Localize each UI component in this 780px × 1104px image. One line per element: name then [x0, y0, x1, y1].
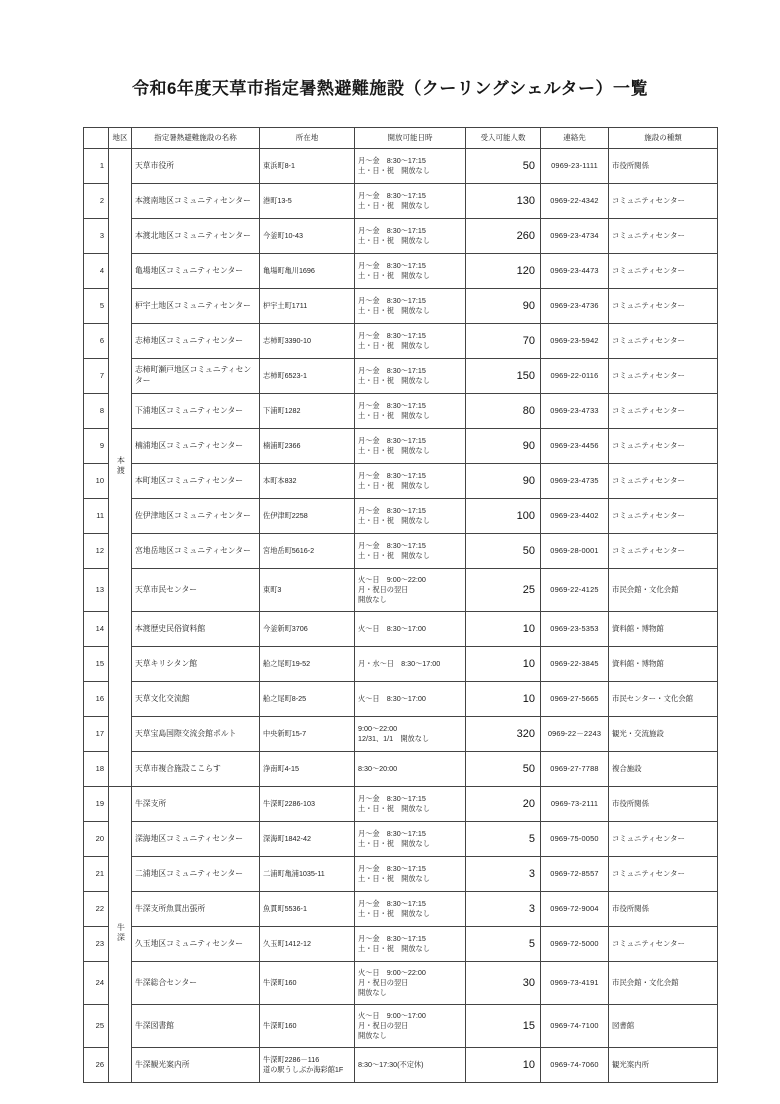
- capacity-value: 15: [466, 1005, 541, 1048]
- capacity-value: 260: [466, 219, 541, 254]
- phone-number: 0969-23-4735: [541, 464, 609, 499]
- capacity-value: 50: [466, 149, 541, 184]
- facility-type: 複合施設: [609, 752, 718, 787]
- table-row: [84, 184, 718, 219]
- phone-number: 0969-27-7788: [541, 752, 609, 787]
- facility-name: 牛深図書館: [132, 1005, 260, 1048]
- facility-type: コミュニティセンター: [609, 429, 718, 464]
- facility-type: 資料館・博物館: [609, 612, 718, 647]
- open-hours: 火～日 8:30～17:00: [355, 682, 466, 717]
- phone-number: 0969-23-4402: [541, 499, 609, 534]
- district-label: 本渡: [116, 455, 126, 476]
- facility-type: 市役所関係: [609, 149, 718, 184]
- facility-name: 亀場地区コミュニティセンター: [132, 254, 260, 289]
- phone-number: 0969-22-4342: [541, 184, 609, 219]
- open-hours: 月～金 8:30～17:15 土・日・祝 開放なし: [355, 219, 466, 254]
- table-row: [84, 962, 718, 1005]
- facility-type: 資料館・博物館: [609, 647, 718, 682]
- facility-address: 魚貫町5536-1: [260, 892, 355, 927]
- row-number: 1: [84, 149, 109, 184]
- facility-type: 観光案内所: [609, 1048, 718, 1083]
- phone-number: 0969-72-9004: [541, 892, 609, 927]
- row-number: 6: [84, 324, 109, 359]
- facility-name: 天草宝島国際交流会館ポルト: [132, 717, 260, 752]
- column-header-0: [84, 128, 109, 149]
- table-row: [84, 359, 718, 394]
- facility-address: 深海町1842-42: [260, 822, 355, 857]
- phone-number: 0969-27-5665: [541, 682, 609, 717]
- phone-number: 0969-23-4734: [541, 219, 609, 254]
- open-hours: 月～金 8:30～17:15 土・日・祝 開放なし: [355, 289, 466, 324]
- facility-address: 枦宇土町1711: [260, 289, 355, 324]
- row-number: 22: [84, 892, 109, 927]
- column-header-5: 受入可能人数: [466, 128, 541, 149]
- capacity-value: 90: [466, 289, 541, 324]
- facility-type: コミュニティセンター: [609, 927, 718, 962]
- facility-name: 天草市役所: [132, 149, 260, 184]
- facility-name: 深海地区コミュニティセンター: [132, 822, 260, 857]
- table-row: [84, 1048, 718, 1083]
- facility-name: 本渡北地区コミュニティセンター: [132, 219, 260, 254]
- open-hours: 火～日 9:00～22:00 月・祝日の翌日 開放なし: [355, 962, 466, 1005]
- open-hours: 月～金 8:30～17:15 土・日・祝 開放なし: [355, 464, 466, 499]
- row-number: 11: [84, 499, 109, 534]
- facility-name: 枦宇土地区コミュニティセンター: [132, 289, 260, 324]
- table-row: [84, 612, 718, 647]
- phone-number: 0969-23-4733: [541, 394, 609, 429]
- facility-type: コミュニティセンター: [609, 254, 718, 289]
- row-number: 21: [84, 857, 109, 892]
- column-header-2: 指定暑熱避難施設の名称: [132, 128, 260, 149]
- table-row: [84, 857, 718, 892]
- facility-name: 牛深観光案内所: [132, 1048, 260, 1083]
- facility-address: 牛深町2286－116 道の駅うしぶか海彩館1F: [260, 1048, 355, 1083]
- district-label: 牛深: [116, 922, 126, 943]
- open-hours: 月～金 8:30～17:15 土・日・祝 開放なし: [355, 184, 466, 219]
- facility-type: 市民センター・文化会館: [609, 682, 718, 717]
- open-hours: 月～金 8:30～17:15 土・日・祝 開放なし: [355, 822, 466, 857]
- open-hours: 月～金 8:30～17:15 土・日・祝 開放なし: [355, 499, 466, 534]
- column-header-6: 連絡先: [541, 128, 609, 149]
- table-header: [84, 128, 718, 149]
- capacity-value: 100: [466, 499, 541, 534]
- table-row: [84, 219, 718, 254]
- open-hours: 火～日 9:00～17:00 月・祝日の翌日 開放なし: [355, 1005, 466, 1048]
- facility-name: 牛深支所魚貫出張所: [132, 892, 260, 927]
- row-number: 19: [84, 787, 109, 822]
- open-hours: 月～金 8:30～17:15 土・日・祝 開放なし: [355, 394, 466, 429]
- phone-number: 0969-73-4191: [541, 962, 609, 1005]
- facility-address: 今釜新町3706: [260, 612, 355, 647]
- row-number: 8: [84, 394, 109, 429]
- capacity-value: 90: [466, 464, 541, 499]
- facility-address: 船之尾町19-52: [260, 647, 355, 682]
- open-hours: 月～金 8:30～17:15 土・日・祝 開放なし: [355, 927, 466, 962]
- row-number: 4: [84, 254, 109, 289]
- table-row: [84, 717, 718, 752]
- column-header-1: 地区: [109, 128, 132, 149]
- row-number: 12: [84, 534, 109, 569]
- capacity-value: 10: [466, 612, 541, 647]
- facility-name: 天草文化交流館: [132, 682, 260, 717]
- table-row: [84, 289, 718, 324]
- row-number: 25: [84, 1005, 109, 1048]
- facility-address: 下浦町1282: [260, 394, 355, 429]
- facility-type: コミュニティセンター: [609, 534, 718, 569]
- row-number: 17: [84, 717, 109, 752]
- phone-number: 0969-74-7100: [541, 1005, 609, 1048]
- row-number: 14: [84, 612, 109, 647]
- open-hours: 月～金 8:30～17:15 土・日・祝 開放なし: [355, 254, 466, 289]
- open-hours: 9:00～22:00 12/31、1/1 開放なし: [355, 717, 466, 752]
- open-hours: 月～金 8:30～17:15 土・日・祝 開放なし: [355, 892, 466, 927]
- facility-address: 宮地岳町5616-2: [260, 534, 355, 569]
- facility-address: 本町本832: [260, 464, 355, 499]
- facility-name: 久玉地区コミュニティセンター: [132, 927, 260, 962]
- capacity-value: 120: [466, 254, 541, 289]
- facility-address: 浄南町4-15: [260, 752, 355, 787]
- capacity-value: 70: [466, 324, 541, 359]
- row-number: 2: [84, 184, 109, 219]
- facility-name: 本渡南地区コミュニティセンター: [132, 184, 260, 219]
- capacity-value: 10: [466, 1048, 541, 1083]
- facility-address: 船之尾町8-25: [260, 682, 355, 717]
- phone-number: 0969-75-0050: [541, 822, 609, 857]
- column-header-4: 開放可能日時: [355, 128, 466, 149]
- capacity-value: 130: [466, 184, 541, 219]
- phone-number: 0969-22－2243: [541, 717, 609, 752]
- table-row: [84, 464, 718, 499]
- facility-address: 東浜町8-1: [260, 149, 355, 184]
- facility-address: 亀場町亀川1696: [260, 254, 355, 289]
- table-row: [84, 1005, 718, 1048]
- facility-type: コミュニティセンター: [609, 822, 718, 857]
- capacity-value: 10: [466, 647, 541, 682]
- table-row: [84, 647, 718, 682]
- facility-type: コミュニティセンター: [609, 857, 718, 892]
- row-number: 9: [84, 429, 109, 464]
- facility-name: 志柿町瀬戸地区コミュニティセンター: [132, 359, 260, 394]
- row-number: 16: [84, 682, 109, 717]
- facility-name: 牛深総合センター: [132, 962, 260, 1005]
- facility-type: コミュニティセンター: [609, 289, 718, 324]
- row-number: 13: [84, 569, 109, 612]
- table-row: [84, 394, 718, 429]
- capacity-value: 90: [466, 429, 541, 464]
- capacity-value: 30: [466, 962, 541, 1005]
- facility-name: 二浦地区コミュニティセンター: [132, 857, 260, 892]
- capacity-value: 320: [466, 717, 541, 752]
- open-hours: 火～日 9:00～22:00 月・祝日の翌日 開放なし: [355, 569, 466, 612]
- phone-number: 0969-72-5000: [541, 927, 609, 962]
- row-number: 10: [84, 464, 109, 499]
- phone-number: 0969-23-4456: [541, 429, 609, 464]
- facility-type: 観光・交流施設: [609, 717, 718, 752]
- row-number: 24: [84, 962, 109, 1005]
- open-hours: 月～金 8:30～17:15 土・日・祝 開放なし: [355, 359, 466, 394]
- facility-type: 市役所関係: [609, 787, 718, 822]
- table-row: [84, 149, 718, 184]
- phone-number: 0969-72-8557: [541, 857, 609, 892]
- table-row: [84, 429, 718, 464]
- facility-address: 中央新町15-7: [260, 717, 355, 752]
- shelter-table: [83, 127, 718, 1083]
- phone-number: 0969-23-5942: [541, 324, 609, 359]
- row-number: 3: [84, 219, 109, 254]
- facility-name: 天草市民センター: [132, 569, 260, 612]
- open-hours: 月～金 8:30～17:15 土・日・祝 開放なし: [355, 534, 466, 569]
- open-hours: 火～日 8:30～17:00: [355, 612, 466, 647]
- table-row: [84, 569, 718, 612]
- open-hours: 月～金 8:30～17:15 土・日・祝 開放なし: [355, 149, 466, 184]
- capacity-value: 50: [466, 752, 541, 787]
- table-body: [84, 149, 718, 1083]
- phone-number: 0969-22-0116: [541, 359, 609, 394]
- capacity-value: 3: [466, 892, 541, 927]
- column-header-7: 施設の種類: [609, 128, 718, 149]
- district-cell: [109, 149, 132, 787]
- table-row: [84, 752, 718, 787]
- facility-type: 市役所関係: [609, 892, 718, 927]
- header-row: [84, 128, 718, 149]
- facility-address: 楠浦町2366: [260, 429, 355, 464]
- facility-type: コミュニティセンター: [609, 324, 718, 359]
- capacity-value: 3: [466, 857, 541, 892]
- table-row: [84, 324, 718, 359]
- phone-number: 0969-73-2111: [541, 787, 609, 822]
- district-cell: [109, 787, 132, 1083]
- phone-number: 0969-22-4125: [541, 569, 609, 612]
- facility-name: 佐伊津地区コミュニティセンター: [132, 499, 260, 534]
- row-number: 18: [84, 752, 109, 787]
- row-number: 5: [84, 289, 109, 324]
- facility-address: 今釜町10-43: [260, 219, 355, 254]
- table-row: [84, 534, 718, 569]
- row-number: 26: [84, 1048, 109, 1083]
- capacity-value: 80: [466, 394, 541, 429]
- facility-type: 市民会館・文化会館: [609, 962, 718, 1005]
- open-hours: 8:30～20:00: [355, 752, 466, 787]
- facility-name: 牛深支所: [132, 787, 260, 822]
- capacity-value: 5: [466, 927, 541, 962]
- facility-type: コミュニティセンター: [609, 219, 718, 254]
- row-number: 20: [84, 822, 109, 857]
- capacity-value: 25: [466, 569, 541, 612]
- phone-number: 0969-74-7060: [541, 1048, 609, 1083]
- facility-address: 志柿町3390-10: [260, 324, 355, 359]
- phone-number: 0969-23-4473: [541, 254, 609, 289]
- facility-name: 下浦地区コミュニティセンター: [132, 394, 260, 429]
- open-hours: 月～金 8:30～17:15 土・日・祝 開放なし: [355, 857, 466, 892]
- facility-type: コミュニティセンター: [609, 464, 718, 499]
- row-number: 23: [84, 927, 109, 962]
- phone-number: 0969-28-0001: [541, 534, 609, 569]
- facility-name: 本渡歴史民俗資料館: [132, 612, 260, 647]
- facility-address: 東町3: [260, 569, 355, 612]
- facility-address: 佐伊津町2258: [260, 499, 355, 534]
- facility-name: 志柿地区コミュニティセンター: [132, 324, 260, 359]
- open-hours: 月・水～日 8:30～17:00: [355, 647, 466, 682]
- facility-address: 牛深町160: [260, 962, 355, 1005]
- table-row: [84, 682, 718, 717]
- open-hours: 8:30～17:30(不定休): [355, 1048, 466, 1083]
- capacity-value: 5: [466, 822, 541, 857]
- facility-name: 天草キリシタン館: [132, 647, 260, 682]
- table-row: [84, 822, 718, 857]
- facility-name: 宮地岳地区コミュニティセンター: [132, 534, 260, 569]
- row-number: 15: [84, 647, 109, 682]
- capacity-value: 150: [466, 359, 541, 394]
- page-title: 令和6年度天草市指定暑熱避難施設（クーリングシェルター）一覧: [131, 79, 649, 98]
- phone-number: 0969-22-3845: [541, 647, 609, 682]
- table-row: [84, 787, 718, 822]
- open-hours: 月～金 8:30～17:15 土・日・祝 開放なし: [355, 429, 466, 464]
- facility-type: コミュニティセンター: [609, 499, 718, 534]
- facility-address: 二浦町亀浦1035-11: [260, 857, 355, 892]
- facility-name: 本町地区コミュニティセンター: [132, 464, 260, 499]
- facility-name: 楠浦地区コミュニティセンター: [132, 429, 260, 464]
- table-row: [84, 499, 718, 534]
- facility-address: 牛深町160: [260, 1005, 355, 1048]
- capacity-value: 50: [466, 534, 541, 569]
- facility-address: 牛深町2286-103: [260, 787, 355, 822]
- facility-type: コミュニティセンター: [609, 184, 718, 219]
- capacity-value: 10: [466, 682, 541, 717]
- phone-number: 0969-23-1111: [541, 149, 609, 184]
- column-header-3: 所在地: [260, 128, 355, 149]
- facility-type: コミュニティセンター: [609, 394, 718, 429]
- table-row: [84, 892, 718, 927]
- table-row: [84, 927, 718, 962]
- facility-name: 天草市複合施設ここらす: [132, 752, 260, 787]
- facility-address: 志柿町6523-1: [260, 359, 355, 394]
- facility-address: 港町13-5: [260, 184, 355, 219]
- open-hours: 月～金 8:30～17:15 土・日・祝 開放なし: [355, 324, 466, 359]
- table-row: [84, 254, 718, 289]
- phone-number: 0969-23-5353: [541, 612, 609, 647]
- facility-address: 久玉町1412-12: [260, 927, 355, 962]
- capacity-value: 20: [466, 787, 541, 822]
- row-number: 7: [84, 359, 109, 394]
- facility-type: コミュニティセンター: [609, 359, 718, 394]
- facility-type: 市民会館・文化会館: [609, 569, 718, 612]
- facility-type: 図書館: [609, 1005, 718, 1048]
- phone-number: 0969-23-4736: [541, 289, 609, 324]
- open-hours: 月～金 8:30～17:15 土・日・祝 開放なし: [355, 787, 466, 822]
